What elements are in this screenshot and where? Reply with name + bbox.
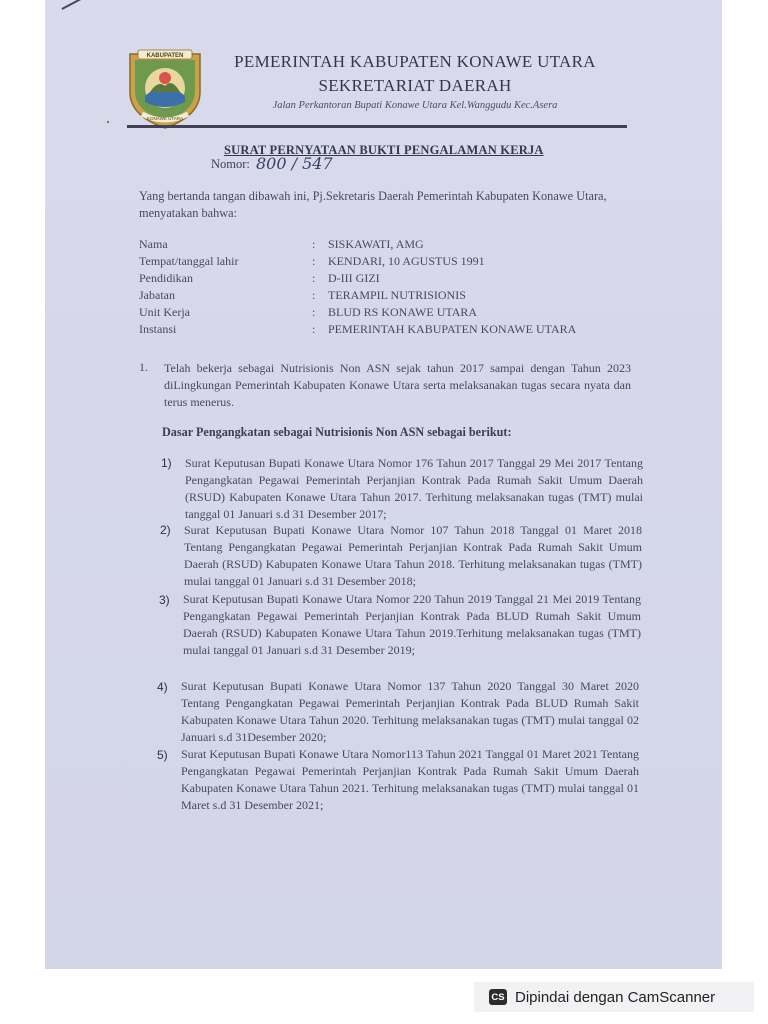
decree-number: 5) [157,748,168,762]
decree-number: 3) [159,593,170,607]
identity-label: Unit Kerja [139,305,190,319]
identity-label: Tempat/tanggal lahir [139,254,239,268]
document-number-label: Nomor: [211,157,250,171]
point-text: Telah bekerja sebagai Nutrisionis Non ASN sejak tahun 2017 sampai dengan Tahun 2023 diLingkungan Pemerintah Kabupaten Konawe Utara serta melaksanakan tugas secara nyata dan terus menerus. [164,361,631,409]
decree-number: 4) [157,680,168,694]
letterhead-address: Jalan Perkantoran Bupati Konawe Utara Kel.Wanggudu Kec.Asera [272,100,558,111]
letterhead-government-name: PEMERINTAH KABUPATEN KONAWE UTARA [234,52,596,71]
identity-row [139,305,659,322]
logo-top-text: KABUPATEN [146,53,184,59]
identity-row [139,288,659,305]
decree-text: Surat Keputusan Bupati Konawe Utara Nomor113 Tahun 2021 Tanggal 01 Maret 2021 Tentang Pengangkatan Pegawai Pemerintah Perjanjian Kontrak Pada Rumah Sakit Umum Daerah Kabupaten Konawe Utara Tahun 2021. Terhitung melaksanakan tugas (TMT) mulai tanggal 01 Maret s.d 31 Desember 2021; [181,747,639,812]
identity-colon: : [312,254,316,268]
decree-number: 1) [161,456,172,470]
identity-colon: : [312,271,316,285]
identity-row [139,237,659,254]
identity-row [139,322,659,339]
letterhead-divider [127,125,627,128]
identity-value: PEMERINTAH KABUPATEN KONAWE UTARA [328,322,577,336]
decree-text: Surat Keputusan Bupati Konawe Utara Nomor 107 Tahun 2018 Tanggal 01 Maret 2018 Tentang Pengangkatan Pegawai Pemerintah Perjanjian Kontrak Pada Rumah Sakit Umum Daerah (RSUD) Kabupaten Konawe Utara Tahun 2018. Terhitung melaksanakan tugas (TMT) mulai tanggal 01 Januari s.d 31 Desember 2018; [184,523,642,588]
point-number: 1. [139,360,148,374]
decree-text: Surat Keputusan Bupati Konawe Utara Nomor 220 Tahun 2019 Tanggal 21 Mei 2019 Tentang Pengangkatan Pegawai Pemerintah Perjanjian Kontrak Pada BLUD Rumah Sakit Umum Daerah (RSUD) Kabupaten Konawe Utara Tahun 2019.Terhitung melaksanakan tugas (TMT) mulai tanggal 01 Januari s.d 31 Desember 2019; [183,592,641,657]
decree-number: 2) [160,523,171,537]
document-number-handwritten: 800 / 547 [256,154,333,173]
basis-heading: Dasar Pengangkatan sebagai Nutrisionis Non ASN sebagai berikut: [162,425,512,439]
identity-value: TERAMPIL NUTRISIONIS [328,288,466,302]
document-title: SURAT PERNYATAAN BUKTI PENGALAMAN KERJA [224,143,544,157]
identity-colon: : [312,237,316,251]
camscanner-watermark [474,982,754,1012]
camscanner-text: Dipindai dengan CamScanner [515,988,716,1006]
identity-table [139,237,659,339]
decree-text: Surat Keputusan Bupati Konawe Utara Nomor 137 Tahun 2020 Tanggal 30 Maret 2020 Tentang Pengangkatan Pegawai Pemerintah Perjanjian Kontrak Pada BLUD Rumah Sakit Kabupaten Konawe Utara Tahun 2020. Terhitung melaksanakan tugas (TMT) mulai tanggal 02 Januari s.d 31Desember 2020; [181,679,639,744]
letterhead-office-name: SEKRETARIAT DAERAH [318,76,512,95]
identity-label: Pendidikan [139,271,193,285]
regency-emblem-logo [124,44,206,130]
intro-paragraph: Yang bertanda tangan dibawah ini, Pj.Sekretaris Daerah Pemerintah Kabupaten Konawe Utara, menyatakan bahwa: [139,189,607,220]
stray-ink-dot [107,121,109,123]
identity-colon: : [312,288,316,302]
decree-text: Surat Keputusan Bupati Konawe Utara Nomor 176 Tahun 2017 Tanggal 29 Mei 2017 Tentang Pengangkatan Pegawai Pemerintah Perjanjian Kontrak Pada Rumah Sakit Umum Daerah (RSUD) Kabupaten Konawe Utara Tahun 2017. Terhitung melaksanakan tugas (TMT) mulai tanggal 01 Januari s.d 31 Desember 2017; [185,456,643,521]
identity-label: Nama [139,237,168,251]
identity-value: D-III GIZI [328,271,380,285]
identity-row [139,271,659,288]
identity-colon: : [312,322,316,336]
identity-colon: : [312,305,316,319]
logo-bottom-text: KONAWE UTARA [146,116,184,121]
identity-value: KENDARI, 10 AGUSTUS 1991 [328,254,485,268]
identity-value: BLUD RS KONAWE UTARA [328,305,478,319]
identity-label: Instansi [139,322,177,336]
identity-row [139,254,659,271]
identity-value: SISKAWATI, AMG [328,237,424,251]
camscanner-logo-icon: CS [489,989,507,1005]
identity-label: Jabatan [139,288,175,302]
